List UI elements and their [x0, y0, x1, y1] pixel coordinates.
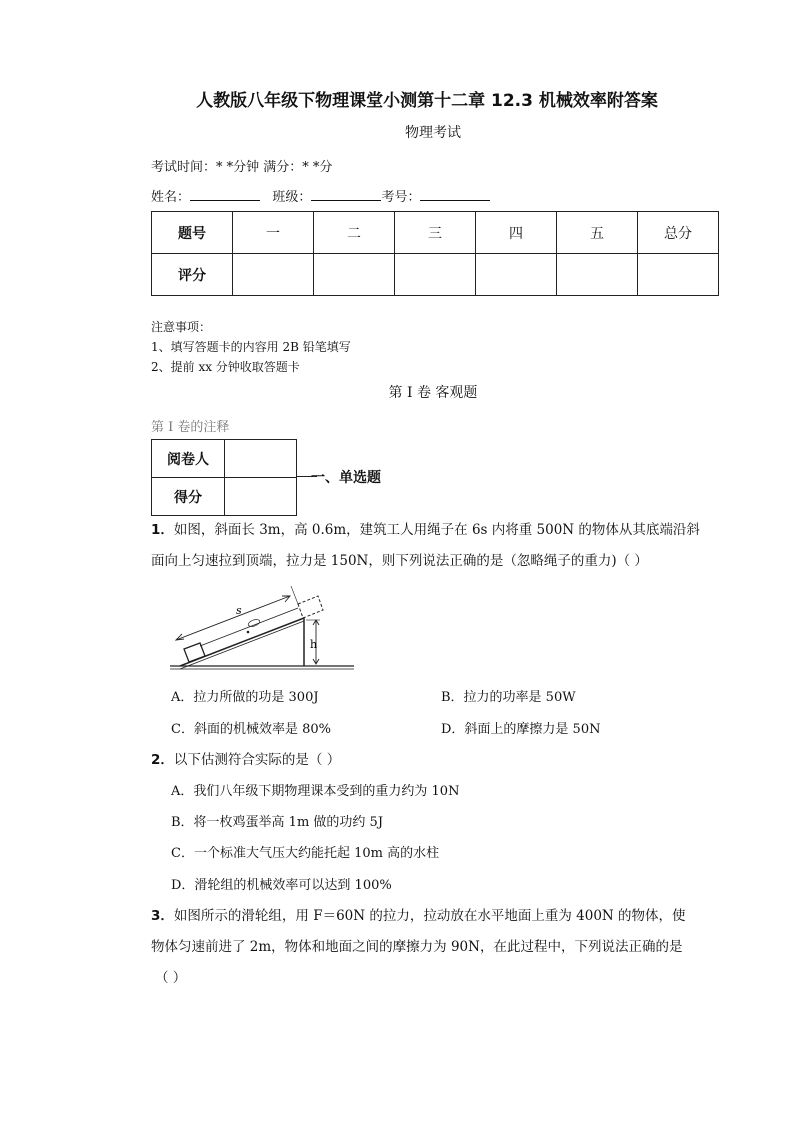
grader-table [151, 439, 297, 516]
notes-item-1: 1、填写答题卡的内容用 2B 铅笔填写 [151, 340, 351, 354]
score-input-cell [476, 254, 557, 296]
score-table-cell: 二 [314, 212, 395, 254]
question-2-line-1 [151, 748, 340, 768]
part-title: 第 I 卷 客观题 [388, 385, 478, 401]
question-text: 以下估测符合实际的是（ ） [173, 752, 341, 768]
grader-label: 阅卷人 [152, 440, 225, 478]
q1-option-a[interactable]: A．拉力所做的功是 300J [171, 690, 319, 705]
name-blank [190, 188, 260, 201]
q2-option-b[interactable]: B．将一枚鸡蛋举高 1m 做的功约 5J [171, 815, 384, 830]
score-table-cell: 评分 [152, 254, 233, 296]
score-table-header-row [152, 212, 719, 254]
document-subtitle: 物理考试 [405, 125, 461, 141]
question-3-line-3: （ ） [155, 970, 187, 986]
question-number: 1． [151, 522, 174, 538]
q1-option-b[interactable]: B．拉力的功率是 50W [441, 690, 576, 705]
score-input-cell [557, 254, 638, 296]
class-label: 班级： [272, 190, 312, 205]
score-table [151, 211, 719, 296]
question-text: 如图所示的滑轮组，用 F＝60N 的拉力，拉动放在水平地面上重为 400N 的物体，使 [173, 908, 686, 924]
question-number: 3． [151, 908, 174, 924]
notes-item-2: 2、提前 xx 分钟收取答题卡 [151, 360, 300, 374]
question-3-line-2: 物体匀速前进了 2m，物体和地面之间的摩擦力为 90N，在此过程中，下列说法正确的是 [151, 939, 683, 955]
name-label: 姓名： [151, 190, 191, 205]
class-blank [311, 188, 381, 201]
q1-option-c[interactable]: C．斜面的机械效率是 80% [171, 722, 331, 737]
question-1-line-2: 面向上匀速拉到顶端，拉力是 150N，则下列说法正确的是（忽略绳子的重力)（ ） [151, 553, 648, 569]
grader-score-label: 得分 [152, 478, 225, 516]
number-label: 考号： [381, 190, 421, 205]
q1-option-d[interactable]: D．斜面上的摩擦力是 50N [441, 722, 601, 737]
incline-figure [170, 584, 360, 676]
student-info-row [151, 186, 490, 205]
grader-score-cell [225, 478, 297, 516]
question-text: 如图，斜面长 3m，高 0.6m，建筑工人用绳子在 6s 内将重 500N 的物体从其底端沿斜 [173, 522, 700, 538]
number-blank [420, 188, 490, 201]
score-input-cell [395, 254, 476, 296]
score-table-cell: 五 [557, 212, 638, 254]
score-table-score-row [152, 254, 719, 296]
part-annotation: 第 I 卷的注释 [151, 420, 230, 435]
score-table-cell: 题号 [152, 212, 233, 254]
notes-heading: 注意事项： [151, 320, 212, 334]
score-table-cell: 四 [476, 212, 557, 254]
score-input-cell [638, 254, 719, 296]
question-number: 2． [151, 752, 174, 768]
score-input-cell [314, 254, 395, 296]
question-3-line-1 [151, 904, 686, 924]
q2-option-a[interactable]: A．我们八年级下期物理课本受到的重力约为 10N [171, 784, 460, 799]
score-table-cell: 三 [395, 212, 476, 254]
q2-option-c[interactable]: C．一个标准大气压大约能托起 10m 高的水柱 [171, 846, 440, 861]
score-table-cell: 一 [233, 212, 314, 254]
score-table-cell: 总分 [638, 212, 719, 254]
section-title: 一、单选题 [311, 470, 381, 486]
document-title: 人教版八年级下物理课堂小测第十二章 12.3 机械效率附答案 [196, 91, 658, 111]
exam-info: 考试时间：* *分钟 满分：* *分 [151, 160, 333, 175]
slope-length-label: s [236, 604, 242, 617]
grader-input-cell [225, 440, 297, 478]
height-label: h [310, 638, 318, 651]
question-1-line-1 [151, 518, 700, 538]
score-input-cell [233, 254, 314, 296]
q2-option-d[interactable]: D．滑轮组的机械效率可以达到 100% [171, 878, 392, 893]
